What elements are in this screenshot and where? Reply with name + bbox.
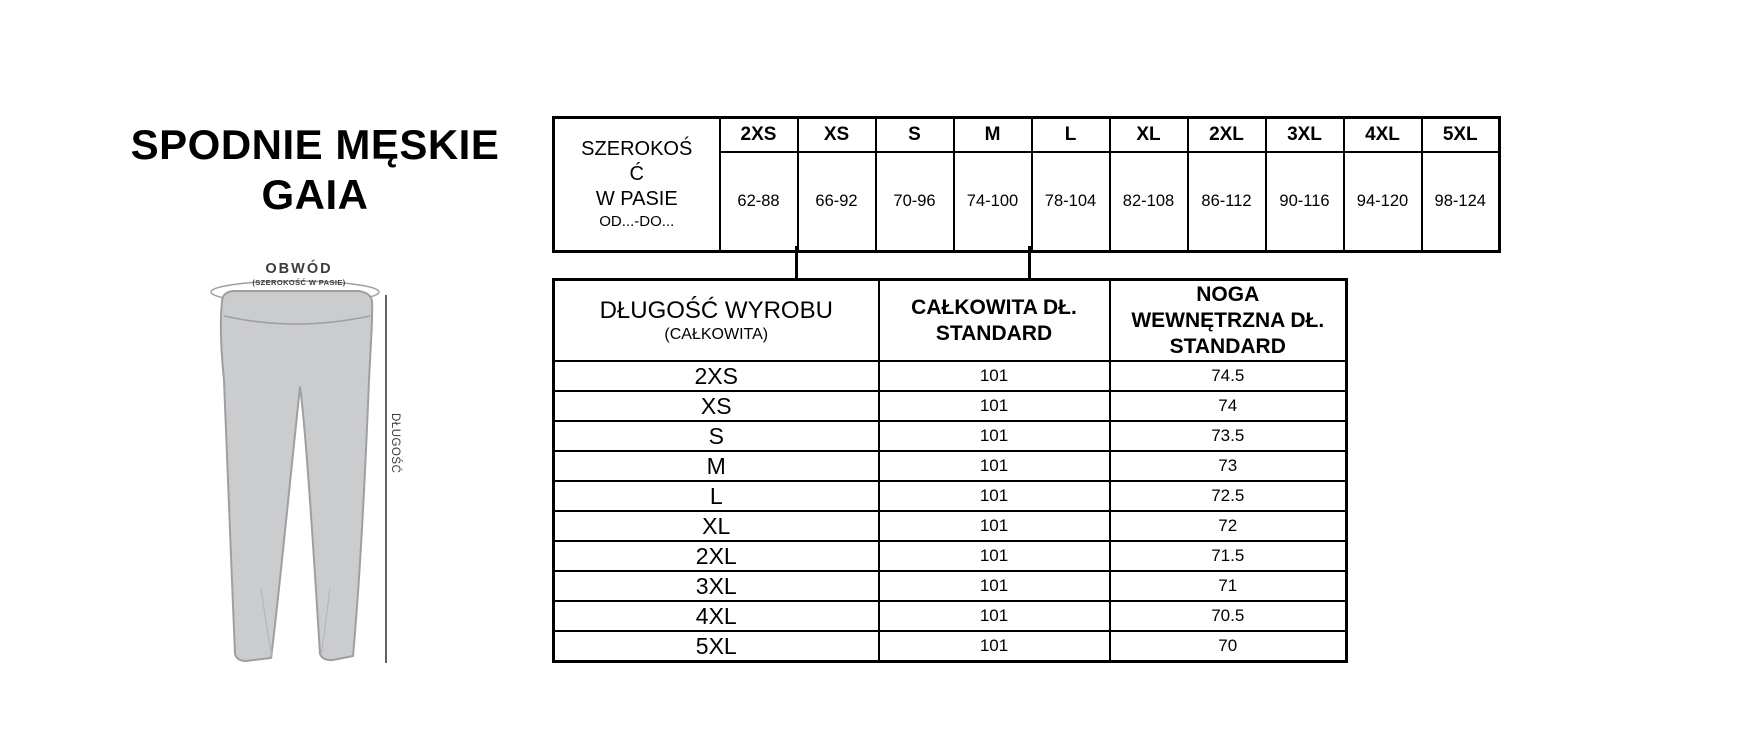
waist-range-cell: 98-124 [1422, 152, 1500, 252]
waist-range-cell: 62-88 [720, 152, 798, 252]
page-title-line1: SPODNIE MĘSKIE [130, 121, 500, 168]
row-total-cell: 101 [879, 391, 1110, 421]
product-length-subtitle: (CAŁKOWITA) [664, 325, 769, 343]
table-connector-line-left [795, 246, 798, 280]
waist-range-cell: 82-108 [1110, 152, 1188, 252]
row-inner-cell: 70.5 [1110, 601, 1347, 631]
pants-diagram [193, 258, 433, 698]
row-total-cell: 101 [879, 571, 1110, 601]
pants-shape [221, 291, 372, 661]
width-header-cell [554, 118, 720, 252]
row-inner-cell: 73.5 [1110, 421, 1347, 451]
table-row [554, 391, 1347, 421]
row-size-cell: S [554, 421, 879, 451]
row-total-cell: 101 [879, 511, 1110, 541]
size-col-header: 4XL [1344, 118, 1422, 153]
row-total-cell: 101 [879, 481, 1110, 511]
table-row [554, 511, 1347, 541]
row-total-cell: 101 [879, 601, 1110, 631]
row-total-cell: 101 [879, 541, 1110, 571]
row-size-cell: 5XL [554, 631, 879, 662]
waist-range-cell: 78-104 [1032, 152, 1110, 252]
row-inner-cell: 72.5 [1110, 481, 1347, 511]
page-title [95, 120, 535, 221]
row-total-cell: 101 [879, 451, 1110, 481]
row-total-cell: 101 [879, 361, 1110, 391]
table-row [554, 601, 1347, 631]
row-size-cell: M [554, 451, 879, 481]
size-col-header: 3XL [1266, 118, 1344, 153]
total-length-header [879, 280, 1110, 362]
row-size-cell: XS [554, 391, 879, 421]
size-col-header: XL [1110, 118, 1188, 153]
row-size-cell: 2XL [554, 541, 879, 571]
obwod-label: OBWÓD [265, 261, 333, 277]
table-row [554, 481, 1347, 511]
size-col-header: 2XS [720, 118, 798, 153]
row-inner-cell: 70 [1110, 631, 1347, 662]
width-header-line2: Ć [629, 163, 644, 185]
page-title-line2: GAIA [261, 171, 369, 219]
inner-leg-line2: WEWNĘTRZNA DŁ. [1131, 308, 1325, 332]
row-total-cell: 101 [879, 631, 1110, 662]
size-col-header: L [1032, 118, 1110, 153]
row-total-cell: 101 [879, 421, 1110, 451]
waist-range-cell: 70-96 [876, 152, 954, 252]
width-header-line3: W PASIE [595, 188, 678, 210]
table-row [554, 571, 1347, 601]
waist-range-cell: 74-100 [954, 152, 1032, 252]
row-size-cell: 3XL [554, 571, 879, 601]
table-row [554, 451, 1347, 481]
obwod-sublabel: (SZEROKOŚĆ W PASIE) [252, 278, 346, 287]
dlugosc-label: DŁUGOŚĆ [389, 413, 401, 474]
row-size-cell: XL [554, 511, 879, 541]
inner-leg-header [1110, 280, 1347, 362]
size-col-header: 5XL [1422, 118, 1500, 153]
product-length-title: DŁUGOŚĆ WYROBU [599, 296, 833, 324]
table-row [554, 541, 1347, 571]
row-size-cell: L [554, 481, 879, 511]
size-col-header: M [954, 118, 1032, 153]
waist-range-cell: 86-112 [1188, 152, 1266, 252]
row-inner-cell: 74 [1110, 391, 1347, 421]
total-length-line1: CAŁKOWITA DŁ. [911, 295, 1077, 319]
waist-range-cell: 90-116 [1266, 152, 1344, 252]
inner-leg-line3: STANDARD [1169, 334, 1286, 358]
waist-range-cell: 94-120 [1344, 152, 1422, 252]
row-inner-cell: 74.5 [1110, 361, 1347, 391]
inner-leg-line1: NOGA [1196, 282, 1260, 306]
row-inner-cell: 71.5 [1110, 541, 1347, 571]
row-size-cell: 2XS [554, 361, 879, 391]
row-inner-cell: 71 [1110, 571, 1347, 601]
size-col-header: XS [798, 118, 876, 153]
total-length-line2: STANDARD [935, 321, 1053, 345]
size-col-header: 2XL [1188, 118, 1266, 153]
row-inner-cell: 72 [1110, 511, 1347, 541]
table-row [554, 361, 1347, 391]
size-table [552, 116, 1501, 253]
table-row [554, 421, 1347, 451]
row-inner-cell: 73 [1110, 451, 1347, 481]
width-header-line4: OD...-DO... [599, 213, 675, 230]
row-size-cell: 4XL [554, 601, 879, 631]
width-header-line1: SZEROKOŚ [581, 138, 693, 160]
size-col-header: S [876, 118, 954, 153]
table-row [554, 631, 1347, 662]
length-table [552, 278, 1348, 663]
waist-range-cell: 66-92 [798, 152, 876, 252]
product-length-header [554, 280, 879, 362]
table-connector-line-right [1028, 246, 1031, 280]
